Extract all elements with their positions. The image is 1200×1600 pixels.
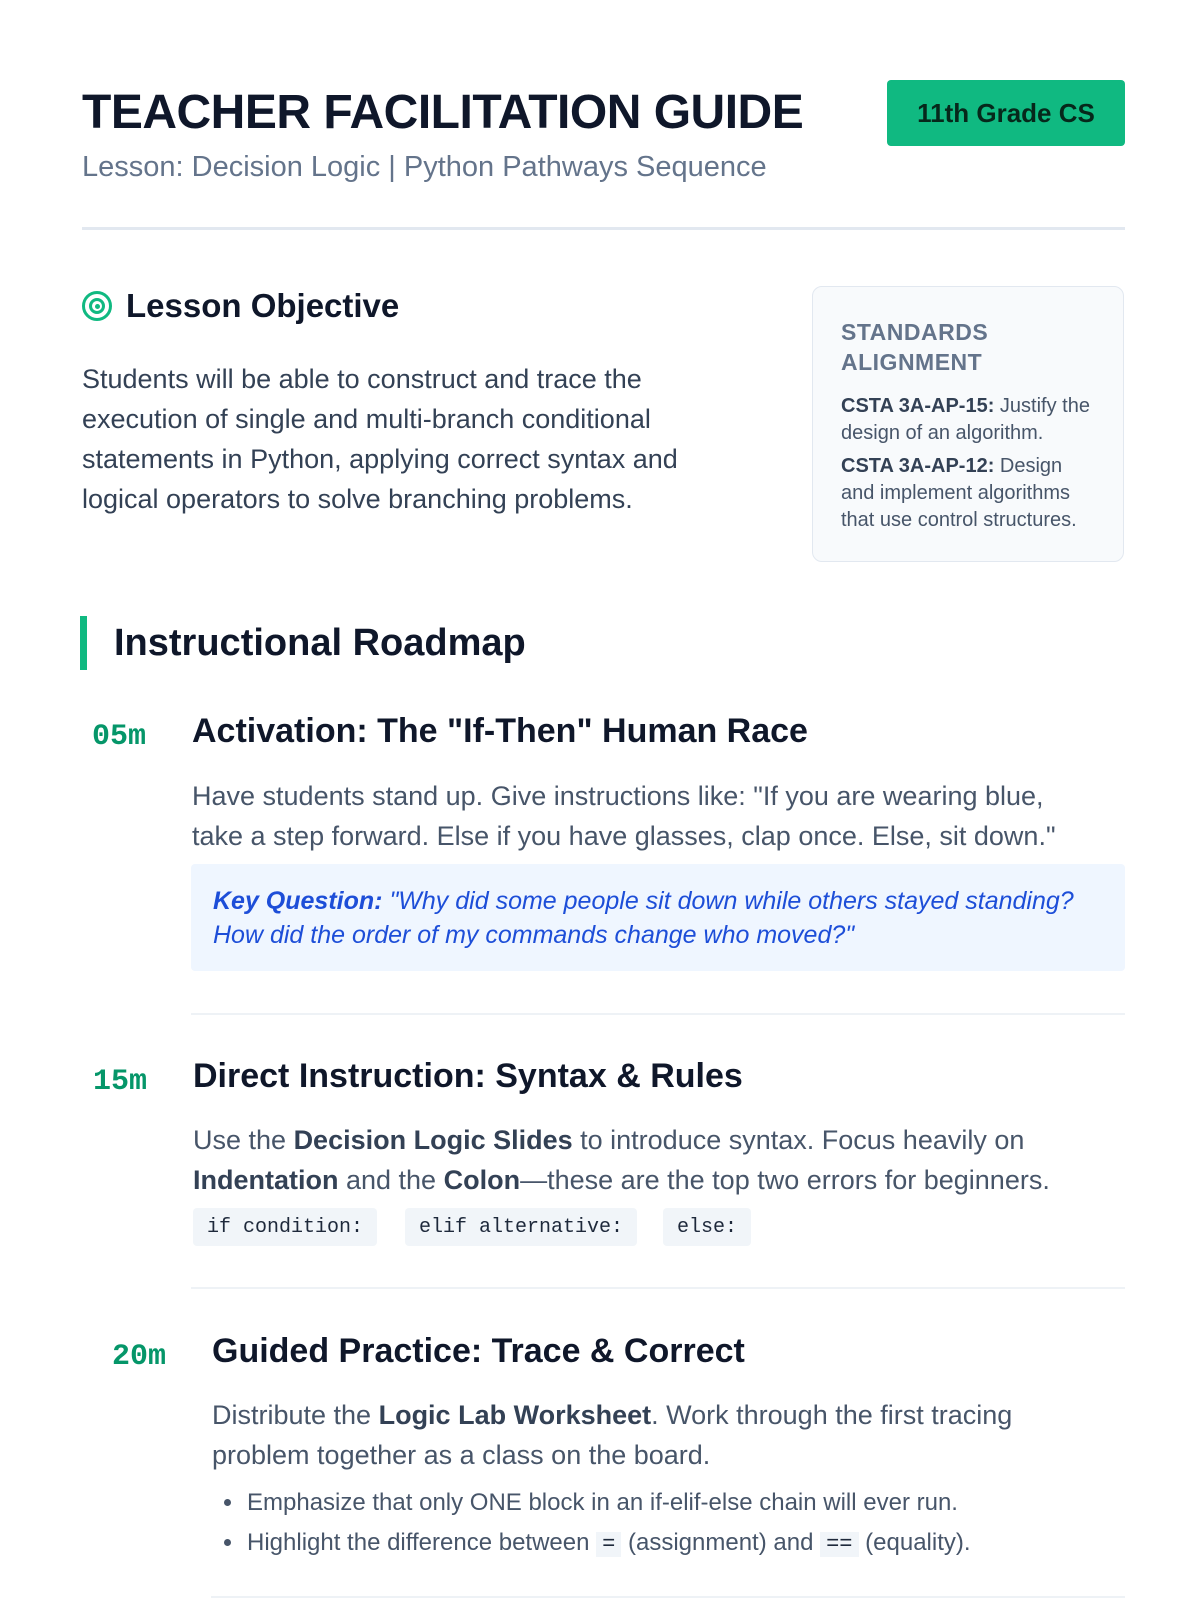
standards-heading: STANDARDS ALIGNMENT xyxy=(841,319,989,375)
roadmap-heading-row xyxy=(80,616,526,670)
list-item: • Highlight the difference between = (assignment) and == (equality). xyxy=(245,1523,1145,1565)
step-title: Guided Practice: Trace & Correct xyxy=(212,1332,745,1370)
emphasis-indentation: Indentation xyxy=(193,1165,339,1195)
body-text: and the xyxy=(338,1165,444,1195)
body-text: . Work through the first tracing problem together as a class on the board. xyxy=(212,1400,1013,1470)
guided-practice-bullets xyxy=(213,1483,1145,1565)
inline-code-equality: == xyxy=(820,1532,858,1557)
code-chip-else: else: xyxy=(663,1208,751,1246)
slides-resource-name: Decision Logic Slides xyxy=(293,1125,573,1155)
step-time: 20m xyxy=(112,1340,167,1374)
standard-text: Design and implement algorithms that use control structures. xyxy=(841,455,1077,531)
standard-item xyxy=(841,393,1095,447)
grade-badge: 11th Grade CS xyxy=(887,80,1125,146)
header-divider xyxy=(82,227,1125,230)
page-subtitle: Lesson: Decision Logic | Python Pathways Sequence xyxy=(82,151,767,183)
objective-heading: Lesson Objective xyxy=(126,287,400,324)
body-text: Distribute the xyxy=(212,1400,379,1430)
body-text: Use the xyxy=(193,1125,294,1155)
list-item: • Emphasize that only ONE block in an if-elif-else chain will ever run. xyxy=(245,1483,1145,1523)
inline-code-assign: = xyxy=(596,1532,621,1557)
standard-code: CSTA 3A-AP-12: xyxy=(841,455,995,477)
step-divider xyxy=(211,1596,1125,1598)
target-icon xyxy=(82,291,112,321)
lesson-objective-section xyxy=(82,287,732,519)
step-body xyxy=(212,1395,1082,1475)
step-body: Have students stand up. Give instructions like: "If you are wearing blue, take a step forward. Else if you have glasses, clap once. Else, sit down." xyxy=(192,781,1056,851)
standard-item xyxy=(841,453,1095,534)
step-title: Direct Instruction: Syntax & Rules xyxy=(193,1057,743,1095)
worksheet-resource-name: Logic Lab Worksheet xyxy=(378,1400,652,1430)
key-question-text: "Why did some people sit down while others stayed standing? How did the order of my commands change who moved?" xyxy=(213,887,1074,949)
step-title: Activation: The "If-Then" Human Race xyxy=(192,712,808,750)
step-time: 05m xyxy=(92,720,147,754)
step-body xyxy=(193,1120,1113,1200)
roadmap-accent-bar xyxy=(80,616,87,670)
page-title: TEACHER FACILITATION GUIDE xyxy=(82,86,804,139)
step-divider xyxy=(191,1287,1125,1289)
step-time: 15m xyxy=(93,1065,148,1099)
body-text: to introduce syntax. Focus heavily on xyxy=(572,1125,1025,1155)
code-chip-elif: elif alternative: xyxy=(405,1208,637,1246)
objective-text: Students will be able to construct and trace the execution of single and multi-branch conditional statements in Python, applying correct syntax and logical operators to solve branching problems. xyxy=(82,364,678,514)
standard-code: CSTA 3A-AP-15: xyxy=(841,395,995,417)
step-divider xyxy=(191,1013,1125,1015)
emphasis-colon: Colon xyxy=(443,1165,521,1195)
standard-text: Justify the design of an algorithm. xyxy=(841,395,1090,444)
body-text: —these are the top two errors for beginners. xyxy=(520,1165,1050,1195)
key-question-callout xyxy=(191,864,1125,971)
page-header xyxy=(82,78,1125,186)
roadmap-heading: Instructional Roadmap xyxy=(114,621,526,664)
code-chip-if: if condition: xyxy=(193,1208,377,1246)
objective-heading-row xyxy=(82,287,732,325)
key-question-label: Key Question: xyxy=(213,887,383,915)
standards-alignment-card xyxy=(812,286,1124,562)
